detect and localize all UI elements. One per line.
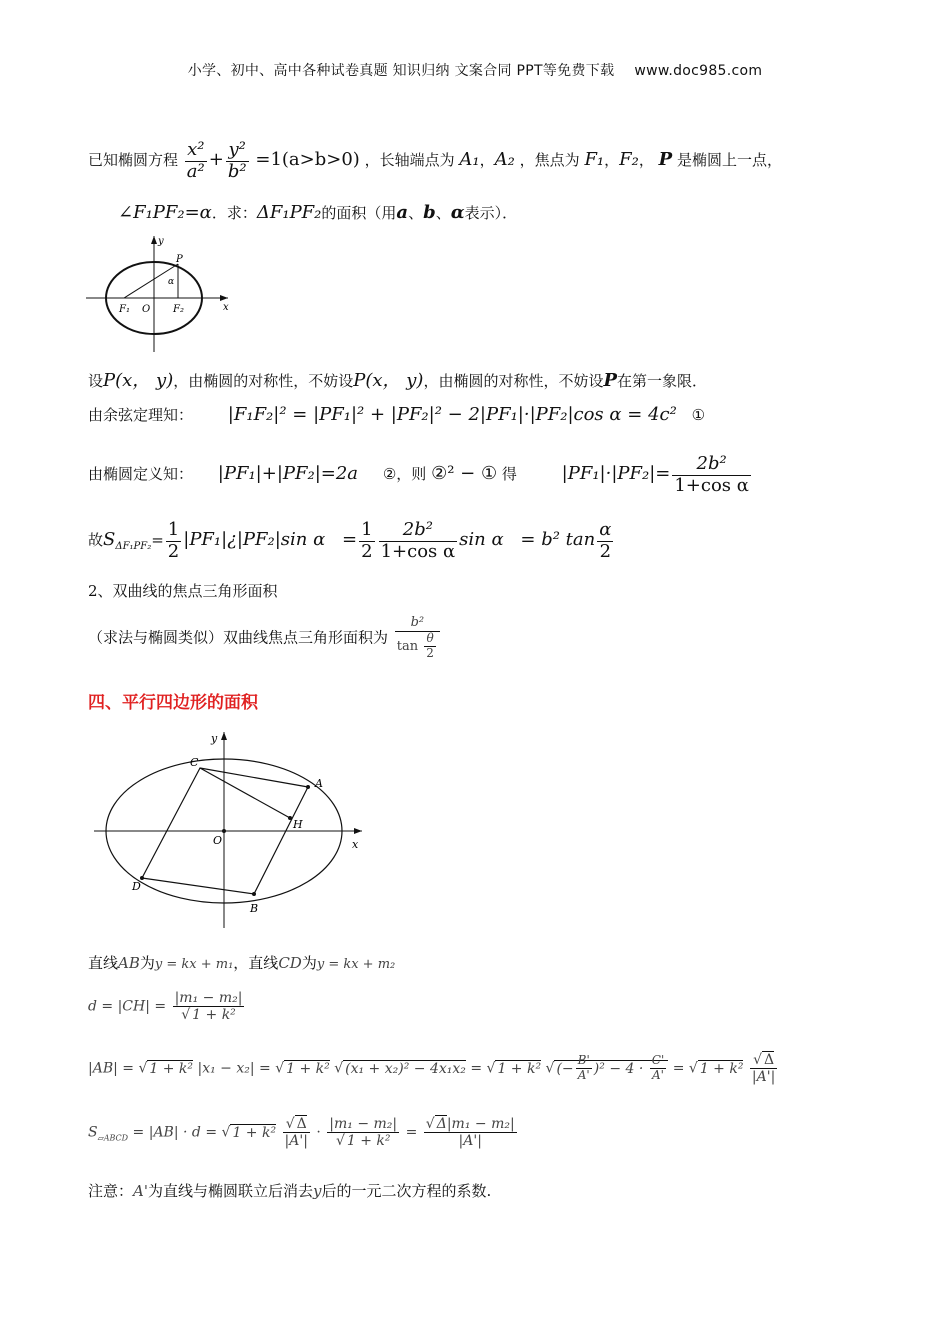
area-result-line: 故$S_{\Delta F_1PF_2}=$ $\frac{1}{2}$ |PF₁|¿|PF₂|sin α = $\frac{1}{2}$ $\frac{\text{2b²}}{\text{1+cos α}}$ sin α = b² tan $\frac{\alpha}{2}$ xyxy=(88,519,612,562)
fig1-label-p: P xyxy=(176,254,183,265)
parallelogram-figure xyxy=(92,728,372,928)
setup-line: 设P(x， y)，由椭圆的对称性，不妨设P(x， y)，由椭圆的对称性，不妨设P在第一象限． xyxy=(88,370,708,391)
fig2-label-h: H xyxy=(293,818,303,831)
ellipse-figure-1 xyxy=(86,234,246,354)
distance-formula: d = |CH| = $\frac{\text{|m₁ − m₂|}}{\text{√ 1 + k²}}$ xyxy=(88,990,243,1024)
fig1-label-alpha: α xyxy=(168,277,175,287)
fraction-y2-b2: $\frac{\text{y²}}{\text{b²}}$ xyxy=(227,139,247,182)
chord-length-formula: |AB| = √ 1 + k² |x₁ − x₂| = √ 1 + k² √ (x₁ + x₂)² − 4x₁x₂ = √ 1 + k² √ (− $\frac{B'}{A'}$ )² − 4 · $\frac{C'}{A'}$ = √ 1 + k² $\frac{√ \Delta}{|A'|}$ xyxy=(88,1052,776,1086)
hyperbola-line: （求法与椭圆类似）双曲线焦点三角形面积为 b² tan $\frac{\theta}{2}$ xyxy=(88,616,442,661)
ellipse-definition-line: 由椭圆定义知： |PF₁|+|PF₂|=2a ②，则 ②² − ① 得 |PF₁|·|PF₂|= $\frac{\text{2b²}}{\text{1+cos α}}$ xyxy=(88,453,749,496)
header-text: 小学、初中、高中各种试卷真题 知识归纳 文案合同 PPT等免费下载 xyxy=(187,63,615,79)
parallelogram-area-formula: $S_{▱ABCD} = |AB| \cdot d$ = √ 1 + k² $\frac{√ \Delta}{|A'|}$ · $\frac{\text{|m₁ − m₂|}}{\text{√ 1 + k²}}$ = $\frac{\text{√ Δ|m₁ − m₂|}}{|A'|}$ xyxy=(88,1116,515,1150)
fraction-x2-a2: $\frac{\text{x²}}{\text{a²}}$ xyxy=(186,139,205,182)
fig2-label-y: y xyxy=(211,732,218,745)
section-2-title: 2、双曲线的焦点三角形面积 xyxy=(88,582,278,600)
problem-statement-line2: ∠F₁PF₂=α．求：ΔF₁PF₂的面积（用a、b、α表示）． xyxy=(118,202,518,223)
fig2-label-b: B xyxy=(250,902,259,915)
fig1-label-f2: F₂ xyxy=(173,304,184,315)
fig1-label-x: x xyxy=(223,302,229,313)
fig2-label-o: O xyxy=(213,834,223,847)
fig2-label-a: A xyxy=(315,777,323,790)
page-header xyxy=(0,60,950,80)
fig2-label-d: D xyxy=(132,880,141,893)
fraction-product: $\frac{\text{2b²}}{\text{1+cos α}}$ xyxy=(674,453,749,496)
fig2-label-c: C xyxy=(190,756,199,769)
fig1-label-o: O xyxy=(142,304,151,315)
fig2-label-x: x xyxy=(352,838,359,851)
cosine-law-line: 由余弦定理知： |F₁F₂|² = |PF₁|² + |PF₂|² − 2|PF₁|·|PF₂|cos α = 4c² ① xyxy=(88,404,706,425)
header-site: www.doc985.com xyxy=(634,63,763,79)
lines-definition: 直线AB为y = kx + m₁，直线CD为y = kx + m₂ xyxy=(88,954,396,972)
problem-statement-line1: 已知椭圆方程 $\frac{\text{x²}}{\text{a²}}$ + $\frac{\text{y²}}{\text{b²}}$ =1(a>b>0) ，长轴端点为 A₁，A₂ ，焦点为 F₁，F₂， P 是椭圆上一点， xyxy=(88,139,783,182)
note-line: 注意：A'为直线与椭圆联立后消去y后的一元二次方程的系数. xyxy=(88,1182,492,1200)
section-4-heading: 四、平行四边形的面积 xyxy=(88,693,258,713)
fig1-label-f1: F₁ xyxy=(119,304,130,315)
fig1-label-y: y xyxy=(158,236,164,247)
